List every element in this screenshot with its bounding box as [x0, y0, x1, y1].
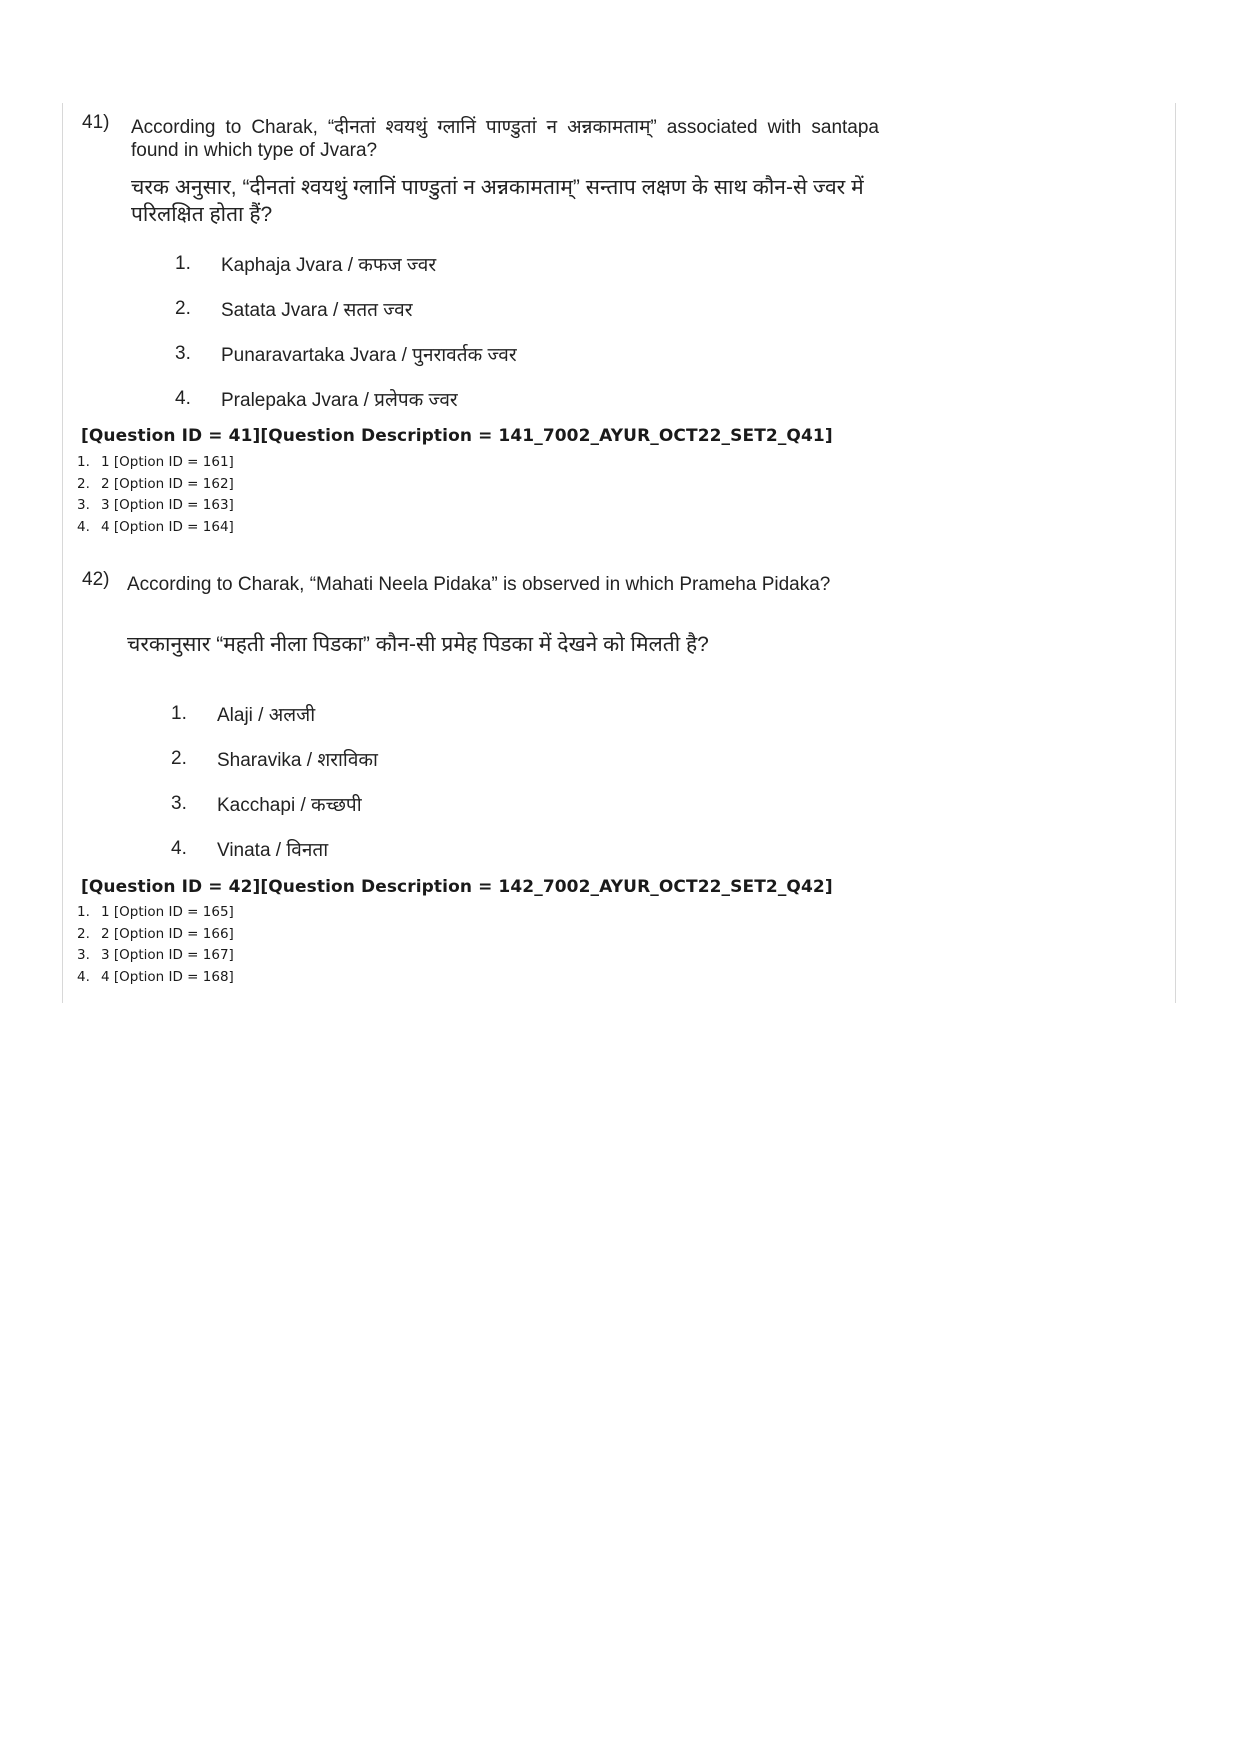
option-id-index: 3. [77, 947, 90, 963]
answer-option [171, 736, 771, 781]
question-text-hindi: चरक अनुसार, “दीनतां श्वयथुं ग्लानिं पाण्डुतां न अन्नकामताम्” सन्ताप लक्षण के साथ कौन-से ज्वर में परिलक्षित होता हैं? [131, 176, 864, 226]
option-id-text: 1 [Option ID = 165] [101, 904, 234, 920]
answer-option-number: 3. [171, 792, 187, 814]
option-id-text: 3 [Option ID = 163] [101, 497, 234, 513]
answer-option [175, 286, 775, 331]
option-id-index: 4. [77, 518, 90, 535]
answer-option [175, 241, 775, 286]
option-id-index: 3. [77, 497, 90, 513]
option-id-index: 2. [77, 925, 90, 942]
page-frame [62, 103, 1176, 1003]
answer-option-label: Vinata / विनता [217, 839, 329, 861]
answer-option-number: 2. [175, 297, 191, 319]
answer-option-label: Pralepaka Jvara / प्रलेपक ज्वर [221, 389, 458, 411]
option-id-index: 1. [77, 454, 90, 470]
option-id-text: 3 [Option ID = 167] [101, 947, 234, 963]
answer-option-label: Kacchapi / कच्छपी [217, 794, 362, 816]
option-id-text: 1 [Option ID = 161] [101, 454, 234, 470]
option-id-text: 4 [Option ID = 168] [101, 968, 234, 985]
question-text-english: According to Charak, “दीनतां श्वयथुं ग्लानिं पाण्डुतां न अन्नकामताम्” associated with santapa found in which type of Jvara? [131, 117, 879, 161]
answer-options [171, 691, 771, 871]
answer-option [171, 826, 771, 871]
answer-option-label: Sharavika / शराविका [217, 749, 378, 771]
question-id-line: [Question ID = 42][Question Description = 142_7002_AYUR_OCT22_SET2_Q42] [81, 877, 833, 897]
option-id-index: 2. [77, 475, 90, 492]
question-id-line: [Question ID = 41][Question Description = 141_7002_AYUR_OCT22_SET2_Q41] [81, 426, 833, 446]
answer-option [171, 781, 771, 826]
answer-option-number: 1. [171, 702, 187, 724]
option-id-text: 2 [Option ID = 166] [101, 925, 234, 942]
question-text-english: According to Charak, “Mahati Neela Pidaka” is observed in which Prameha Pidaka? [127, 574, 831, 595]
question-number: 41) [82, 112, 110, 133]
answer-option-label: Kaphaja Jvara / कफज ज्वर [221, 254, 437, 276]
option-id-item [77, 924, 234, 946]
answer-options [175, 241, 775, 421]
answer-option-number: 2. [171, 747, 187, 769]
option-id-item [77, 474, 234, 496]
question-text-hindi: चरकानुसार “महती नीला पिडका” कौन-सी प्रमेह पिडका में देखने को मिलती है? [127, 633, 709, 656]
option-id-item [77, 452, 234, 474]
answer-option-label: Satata Jvara / सतत ज्वर [221, 299, 413, 321]
answer-option-number: 3. [175, 342, 191, 364]
option-id-item [77, 945, 234, 967]
option-id-index: 1. [77, 904, 90, 920]
option-id-list [77, 902, 234, 988]
answer-option [175, 376, 775, 421]
answer-option [171, 691, 771, 736]
option-id-list [77, 452, 234, 538]
option-id-index: 4. [77, 968, 90, 985]
answer-option-number: 4. [175, 387, 191, 409]
option-id-item [77, 495, 234, 517]
option-id-item [77, 967, 234, 989]
answer-option-label: Punaravartaka Jvara / पुनरावर्तक ज्वर [221, 344, 517, 366]
question-number: 42) [82, 569, 110, 590]
option-id-text: 4 [Option ID = 164] [101, 518, 234, 535]
answer-option-label: Alaji / अलजी [217, 704, 316, 726]
option-id-text: 2 [Option ID = 162] [101, 475, 234, 492]
answer-option [175, 331, 775, 376]
option-id-item [77, 902, 234, 924]
option-id-item [77, 517, 234, 539]
answer-option-number: 4. [171, 837, 187, 859]
answer-option-number: 1. [175, 252, 191, 274]
